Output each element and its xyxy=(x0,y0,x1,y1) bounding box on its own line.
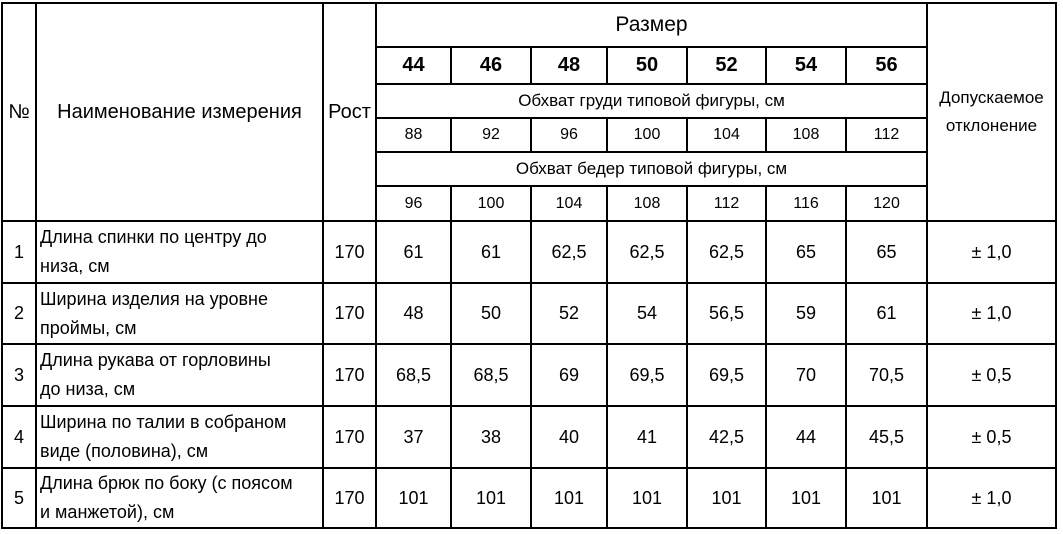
size-table xyxy=(1,2,1057,529)
row-value: 101 xyxy=(607,468,687,528)
row-value: 62,5 xyxy=(531,221,607,283)
table-row xyxy=(2,221,1056,283)
table-row xyxy=(2,283,1056,344)
row-value: 41 xyxy=(607,406,687,468)
row-value: 40 xyxy=(531,406,607,468)
chest-value: 100 xyxy=(607,118,687,152)
header-name: Наименование измерения xyxy=(36,3,323,221)
row-value: 65 xyxy=(766,221,846,283)
row-name-line1: Длина спинки по центру до xyxy=(40,227,267,247)
row-value: 45,5 xyxy=(846,406,927,468)
row-name-line1: Длина брюк по боку (с поясом xyxy=(40,473,293,493)
row-height: 170 xyxy=(323,468,376,528)
size-cell: 48 xyxy=(531,47,607,84)
hip-value: 104 xyxy=(531,186,607,221)
row-tolerance: ± 1,0 xyxy=(927,221,1056,283)
row-number: 4 xyxy=(2,406,36,468)
row-name xyxy=(36,468,323,528)
row-tolerance: ± 1,0 xyxy=(927,283,1056,344)
chest-value: 108 xyxy=(766,118,846,152)
row-name-line1: Длина рукава от горловины xyxy=(40,350,271,370)
hip-value: 96 xyxy=(376,186,451,221)
header-number: № xyxy=(2,3,36,221)
row-value: 62,5 xyxy=(687,221,766,283)
row-value: 68,5 xyxy=(376,344,451,406)
header-tolerance-line1: Допускаемое xyxy=(939,88,1044,107)
header-tolerance xyxy=(927,3,1056,221)
row-name xyxy=(36,283,323,344)
chest-value: 96 xyxy=(531,118,607,152)
row-number: 1 xyxy=(2,221,36,283)
row-value: 37 xyxy=(376,406,451,468)
row-value: 101 xyxy=(766,468,846,528)
row-value: 52 xyxy=(531,283,607,344)
row-value: 59 xyxy=(766,283,846,344)
header-size-group: Размер xyxy=(376,3,927,47)
chest-value: 112 xyxy=(846,118,927,152)
row-name-line2: виде (половина), см xyxy=(40,441,209,461)
row-value: 101 xyxy=(376,468,451,528)
row-value: 42,5 xyxy=(687,406,766,468)
row-value: 101 xyxy=(846,468,927,528)
row-name-line2: низа, см xyxy=(40,256,110,276)
row-value: 101 xyxy=(531,468,607,528)
row-value: 61 xyxy=(846,283,927,344)
header-tolerance-line2: отклонение xyxy=(945,116,1038,135)
chest-value: 88 xyxy=(376,118,451,152)
row-name xyxy=(36,221,323,283)
hip-value: 112 xyxy=(687,186,766,221)
chest-value: 104 xyxy=(687,118,766,152)
row-value: 69 xyxy=(531,344,607,406)
chest-value: 92 xyxy=(451,118,531,152)
row-value: 38 xyxy=(451,406,531,468)
table-row xyxy=(2,468,1056,528)
size-cell: 46 xyxy=(451,47,531,84)
row-number: 2 xyxy=(2,283,36,344)
row-value: 65 xyxy=(846,221,927,283)
row-name-line2: до низа, см xyxy=(40,379,136,399)
hip-value: 108 xyxy=(607,186,687,221)
row-value: 54 xyxy=(607,283,687,344)
row-value: 48 xyxy=(376,283,451,344)
table-row xyxy=(2,344,1056,406)
row-value: 70,5 xyxy=(846,344,927,406)
row-height: 170 xyxy=(323,221,376,283)
chest-label: Обхват груди типовой фигуры, см xyxy=(376,84,927,118)
row-height: 170 xyxy=(323,344,376,406)
row-value: 101 xyxy=(451,468,531,528)
row-value: 70 xyxy=(766,344,846,406)
row-name xyxy=(36,406,323,468)
row-name-line2: и манжетой), см xyxy=(40,502,175,522)
row-value: 69,5 xyxy=(607,344,687,406)
size-cell: 50 xyxy=(607,47,687,84)
size-cell: 44 xyxy=(376,47,451,84)
table-row xyxy=(2,406,1056,468)
header-row-1 xyxy=(2,3,1056,47)
row-number: 3 xyxy=(2,344,36,406)
row-height: 170 xyxy=(323,283,376,344)
row-number: 5 xyxy=(2,468,36,528)
row-value: 68,5 xyxy=(451,344,531,406)
row-name-line1: Ширина по талии в собраном xyxy=(40,412,287,432)
row-value: 61 xyxy=(451,221,531,283)
row-name-line2: проймы, см xyxy=(40,317,137,338)
row-value: 44 xyxy=(766,406,846,468)
row-name-line1: Ширина изделия на уровне xyxy=(40,288,268,309)
row-tolerance: ± 0,5 xyxy=(927,344,1056,406)
hip-value: 120 xyxy=(846,186,927,221)
row-tolerance: ± 1,0 xyxy=(927,468,1056,528)
row-name xyxy=(36,344,323,406)
hip-value: 116 xyxy=(766,186,846,221)
row-tolerance: ± 0,5 xyxy=(927,406,1056,468)
row-value: 101 xyxy=(687,468,766,528)
hip-value: 100 xyxy=(451,186,531,221)
size-cell: 54 xyxy=(766,47,846,84)
hip-label: Обхват бедер типовой фигуры, см xyxy=(376,152,927,186)
row-height: 170 xyxy=(323,406,376,468)
row-value: 61 xyxy=(376,221,451,283)
row-value: 56,5 xyxy=(687,283,766,344)
size-cell: 52 xyxy=(687,47,766,84)
header-height: Рост xyxy=(323,3,376,221)
row-value: 50 xyxy=(451,283,531,344)
size-cell: 56 xyxy=(846,47,927,84)
row-value: 69,5 xyxy=(687,344,766,406)
row-value: 62,5 xyxy=(607,221,687,283)
